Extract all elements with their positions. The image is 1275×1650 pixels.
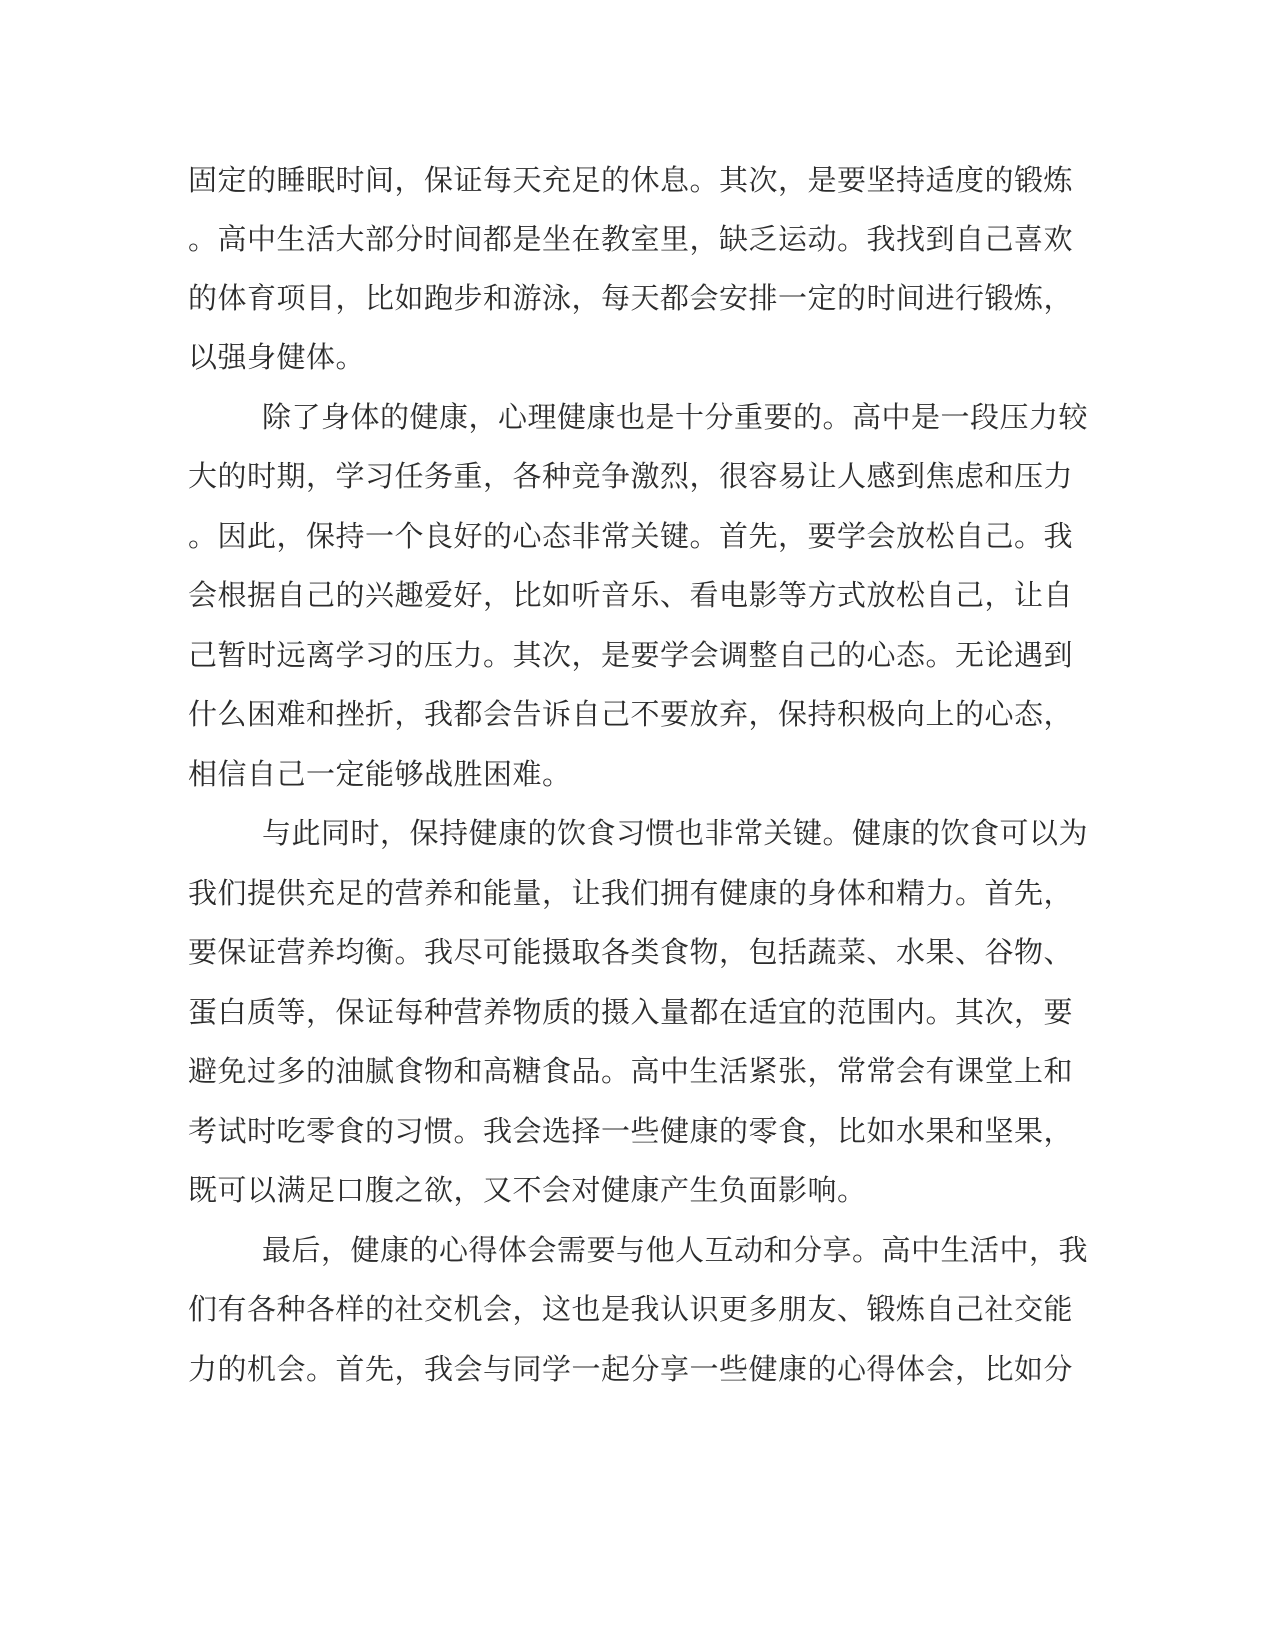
- text-line: 蛋白质等，保证每种营养物质的摄入量都在适宜的范围内。其次，要: [188, 995, 1074, 1029]
- text-line: 什么困难和挫折，我都会告诉自己不要放弃，保持积极向上的心态，: [188, 697, 1074, 731]
- text-line: 固定的睡眠时间，保证每天充足的休息。其次，是要坚持适度的锻炼: [188, 163, 1074, 197]
- paragraph-first-line: 最后，健康的心得体会需要与他人互动和分享。高中生活中，我: [262, 1233, 1089, 1267]
- text-line: 避免过多的油腻食物和高糖食品。高中生活紧张，常常会有课堂上和: [188, 1054, 1074, 1088]
- text-line: 们有各种各样的社交机会，这也是我认识更多朋友、锻炼自己社交能: [188, 1292, 1074, 1326]
- text-line: 的体育项目，比如跑步和游泳，每天都会安排一定的时间进行锻炼，: [188, 281, 1074, 315]
- text-line: 大的时期，学习任务重，各种竞争激烈，很容易让人感到焦虑和压力: [188, 459, 1074, 493]
- text-line: 相信自己一定能够战胜困难。: [188, 757, 572, 791]
- text-line: 考试时吃零食的习惯。我会选择一些健康的零食，比如水果和坚果，: [188, 1114, 1074, 1148]
- text-line: 。高中生活大部分时间都是坐在教室里，缺乏运动。我找到自己喜欢: [188, 222, 1074, 256]
- paragraph-first-line: 除了身体的健康，心理健康也是十分重要的。高中是一段压力较: [262, 400, 1089, 434]
- paragraph-first-line: 与此同时，保持健康的饮食习惯也非常关键。健康的饮食可以为: [262, 816, 1089, 850]
- text-line: 以强身健体。: [188, 340, 366, 374]
- text-line: 我们提供充足的营养和能量，让我们拥有健康的身体和精力。首先，: [188, 876, 1074, 910]
- text-line: 。因此，保持一个良好的心态非常关键。首先，要学会放松自己。我: [188, 519, 1074, 553]
- text-line: 己暂时远离学习的压力。其次，是要学会调整自己的心态。无论遇到: [188, 638, 1074, 672]
- text-line: 既可以满足口腹之欲，又不会对健康产生负面影响。: [188, 1173, 867, 1207]
- text-line: 会根据自己的兴趣爱好，比如听音乐、看电影等方式放松自己，让自: [188, 578, 1074, 612]
- text-line: 要保证营养均衡。我尽可能摄取各类食物，包括蔬菜、水果、谷物、: [188, 935, 1074, 969]
- text-line: 力的机会。首先，我会与同学一起分享一些健康的心得体会，比如分: [188, 1352, 1074, 1386]
